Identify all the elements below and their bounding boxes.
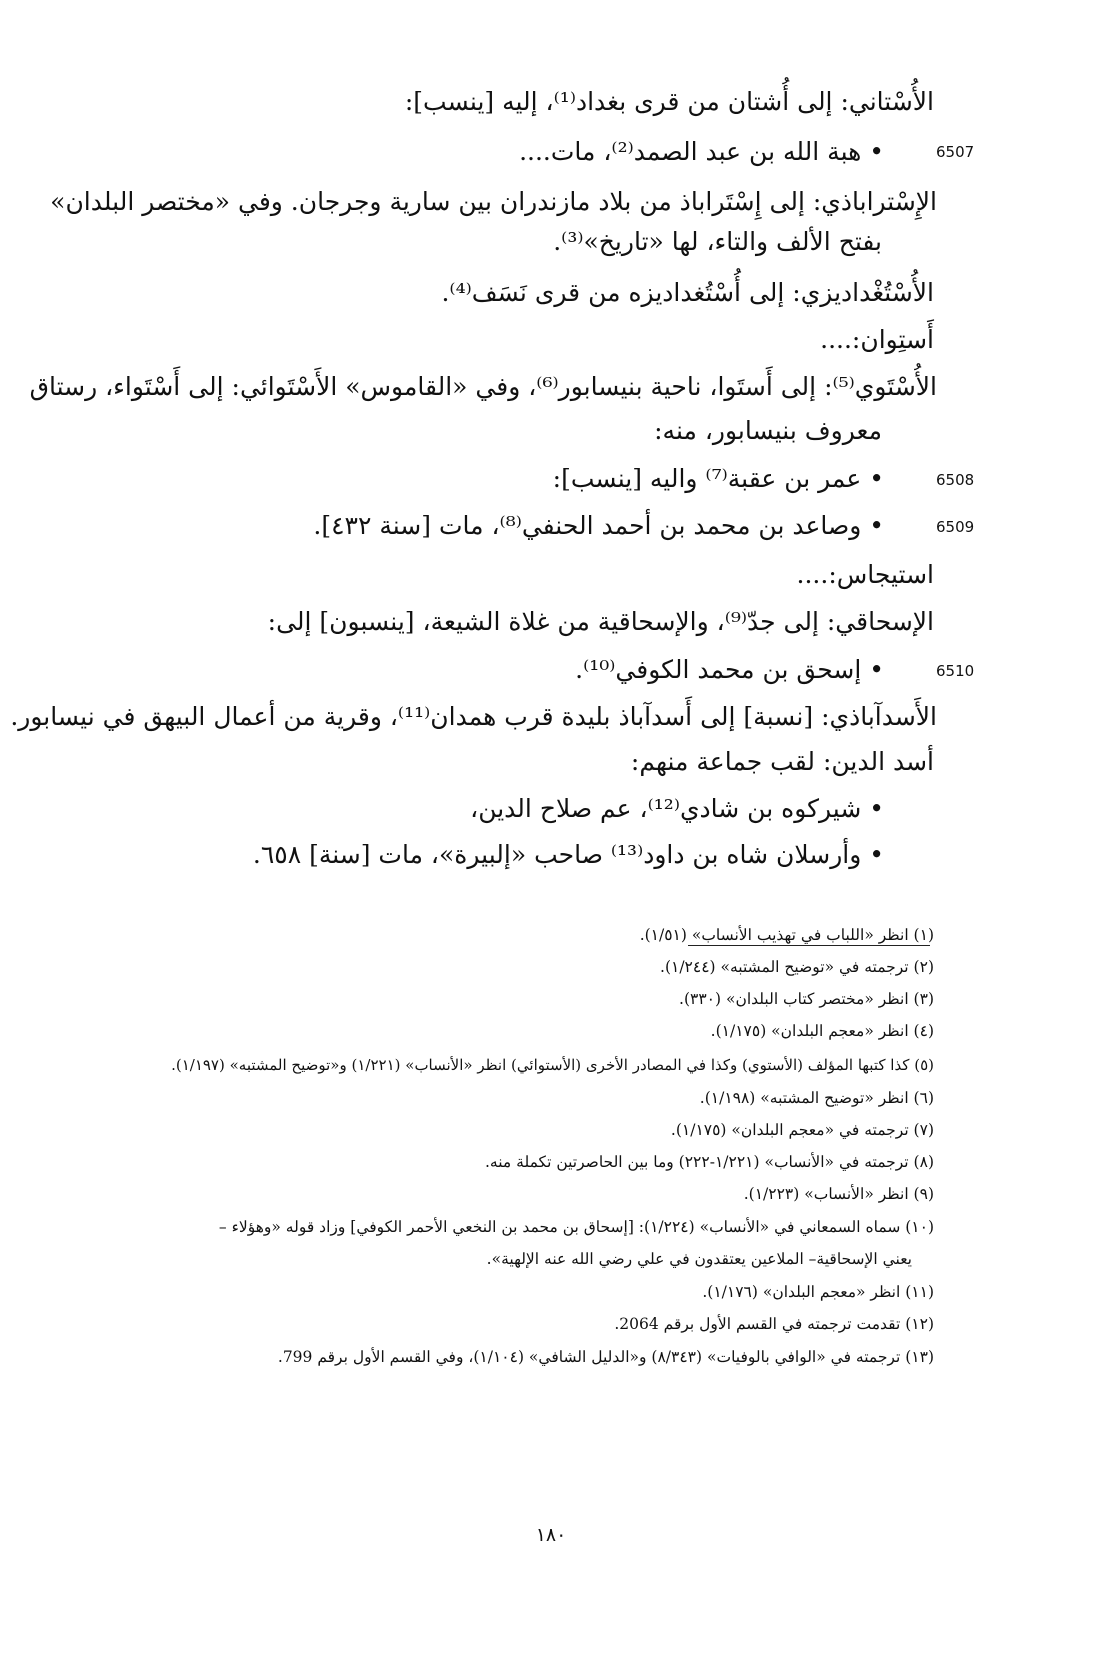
- footnote: (١١) انظر «معجم البلدان» (١/١٧٦).: [702, 1283, 934, 1301]
- footnote: (٧) ترجمته في «معجم البلدان» (١/١٧٥).: [670, 1121, 934, 1139]
- text-line: معروف بنيسابور، منه:: [654, 416, 882, 445]
- entry-line: • شيركوه بن شادي⁽¹²⁾، عم صلاح الدين،: [470, 794, 884, 823]
- text-line: أَستِوان:....: [820, 325, 934, 354]
- footnote: (١٠) سماه السمعاني في «الأنساب» (١/٢٢٤): [إسحاق بن محمد بن النخعي الأحمر الكوفي] وزاد قوله «وهؤلاء –: [218, 1218, 934, 1236]
- entry-line: • إسحق بن محمد الكوفي⁽¹⁰⁾.: [575, 655, 884, 684]
- footnote: (٢) ترجمته في «توضيح المشتبه» (١/٢٤٤).: [660, 958, 934, 976]
- text-line: الإسحاقي: إلى جدّ⁽⁹⁾، والإسحاقية من غلاة الشيعة، [ينسبون] إلى:: [267, 607, 934, 636]
- entry-number: 6509: [936, 518, 975, 536]
- footnote: (٣) انظر «مختصر كتاب البلدان» (٣٣٠).: [679, 990, 934, 1008]
- text-line: الأُسْتُغْداديزي: إلى أُسْتُغداديزه من قرى نَسَف⁽⁴⁾.: [441, 278, 934, 307]
- footnote-continuation: يعني الإسحاقية– الملاعين يعتقدون في علي رضي الله عنه الإلهية».: [486, 1250, 912, 1268]
- text-line: الأَسدآباذي: [نسبة] إلى أَسدآباذ بليدة قرب همدان⁽¹¹⁾، وقرية من أعمال البيهق في نيسابور.: [10, 702, 937, 731]
- entry-number: 6510: [936, 662, 975, 680]
- entry-line: • هبة الله بن عبد الصمد⁽²⁾، مات....: [519, 137, 884, 166]
- text-line: أسد الدين: لقب جماعة منهم:: [630, 747, 934, 776]
- text-line: بفتح الألف والتاء، لها «تاريخ»⁽³⁾.: [553, 227, 882, 256]
- entry-line: • عمر بن عقبة⁽⁷⁾ واليه [ينسب]:: [552, 464, 884, 493]
- entry-line: • وأرسلان شاه بن داود⁽¹³⁾ صاحب «إلبيرة»، مات [سنة] ٦٥٨.: [252, 840, 884, 869]
- entry-line: • وصاعد بن محمد بن أحمد الحنفي⁽⁸⁾، مات [سنة ٤٣٢].: [313, 511, 884, 540]
- text-line: الأُسْتَوي⁽⁵⁾: إلى أَستَوا، ناحية بنيسابور⁽⁶⁾، وفي «القاموس» الأَسْتَوائي: إلى أَسْتَواء، رستاق: [29, 372, 937, 401]
- text-line: استيجاس:....: [796, 560, 934, 589]
- footnote: (٨) ترجمته في «الأنساب» (١/٢٢١-٢٢٢) وما بين الحاصرتين تكملة منه.: [484, 1153, 934, 1171]
- footnote: (٩) انظر «الأنساب» (١/٢٢٣).: [743, 1185, 934, 1203]
- footnote: (١) انظر «اللباب في تهذيب الأنساب» (١/٥١).: [639, 926, 934, 944]
- text-line: الأُسْتاني: إلى أُشتان من قرى بغداد⁽¹⁾، إليه [ينسب]:: [404, 87, 934, 116]
- text-line: الإِسْتراباذي: إلى إِسْتَراباذ من بلاد مازندران بين سارية وجرجان. وفي «مختصر البلدان»: [50, 187, 937, 216]
- page-number: ١٨٠: [535, 1524, 567, 1546]
- entry-number: 6508: [936, 471, 975, 489]
- footnote: (١٣) ترجمته في «الوافي بالوفيات» (٨/٣٤٣) و«الدليل الشافي» (١/١٠٤)، وفي القسم الأول برقم 799.: [277, 1348, 934, 1366]
- footnote: (١٢) تقدمت ترجمته في القسم الأول برقم 2064.: [614, 1315, 934, 1333]
- entry-number: 6507: [936, 143, 975, 161]
- footnote: (٥) كذا كتبها المؤلف (الأستوي) وكذا في المصادر الأخرى (الأستوائي) انظر «الأنساب» (١/٢٢١) و«توضيح المشتبه» (١/١٩٧).: [171, 1056, 934, 1074]
- footnote: (٦) انظر «توضيح المشتبه» (١/١٩٨).: [699, 1089, 934, 1107]
- footnote: (٤) انظر «معجم البلدان» (١/١٧٥).: [710, 1022, 934, 1040]
